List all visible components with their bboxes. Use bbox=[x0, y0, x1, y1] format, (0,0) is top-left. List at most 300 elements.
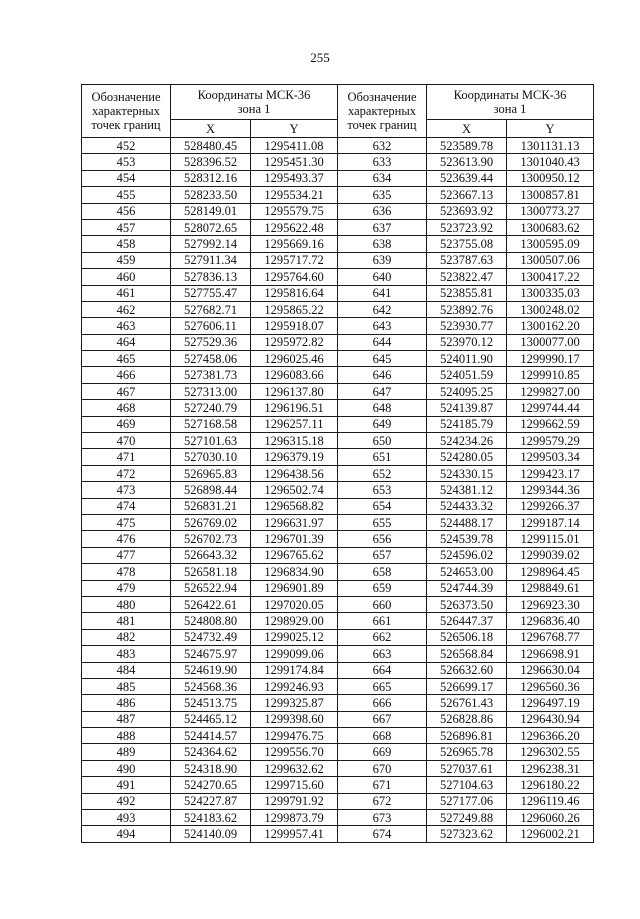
point-id-right: 639 bbox=[338, 252, 427, 268]
y-coordinate-left: 1299715.60 bbox=[251, 777, 338, 793]
x-coordinate-left: 526831.21 bbox=[171, 498, 251, 514]
x-coordinate-right: 524051.59 bbox=[427, 367, 507, 383]
x-coordinate-right: 523613.90 bbox=[427, 154, 507, 170]
table-row bbox=[82, 383, 594, 399]
x-coordinate-left: 527168.58 bbox=[171, 416, 251, 432]
y-coordinate-right: 1301040.43 bbox=[507, 154, 594, 170]
point-id-right: 643 bbox=[338, 318, 427, 334]
y-coordinate-right: 1299503.34 bbox=[507, 449, 594, 465]
x-coordinate-right: 524744.39 bbox=[427, 580, 507, 596]
x-coordinate-left: 526643.32 bbox=[171, 547, 251, 563]
point-id-left: 455 bbox=[82, 187, 171, 203]
y-coordinate-left: 1299246.93 bbox=[251, 678, 338, 694]
y-coordinate-right: 1299115.01 bbox=[507, 531, 594, 547]
point-id-left: 475 bbox=[82, 514, 171, 530]
point-id-left: 473 bbox=[82, 482, 171, 498]
x-coordinate-left: 527606.11 bbox=[171, 318, 251, 334]
table-row bbox=[82, 810, 594, 826]
y-coordinate-left: 1295493.37 bbox=[251, 170, 338, 186]
y-coordinate-right: 1300335.03 bbox=[507, 285, 594, 301]
point-id-right: 653 bbox=[338, 482, 427, 498]
y-header-left: Y bbox=[251, 120, 338, 138]
x-coordinate-right: 523822.47 bbox=[427, 269, 507, 285]
y-coordinate-right: 1301131.13 bbox=[507, 138, 594, 154]
table-row bbox=[82, 219, 594, 235]
y-coordinate-right: 1299423.17 bbox=[507, 465, 594, 481]
point-id-right: 662 bbox=[338, 629, 427, 645]
y-coordinate-left: 1295622.48 bbox=[251, 219, 338, 235]
point-id-left: 481 bbox=[82, 613, 171, 629]
table-row bbox=[82, 252, 594, 268]
x-coordinate-right: 526965.78 bbox=[427, 744, 507, 760]
y-coordinate-left: 1295579.75 bbox=[251, 203, 338, 219]
table-row bbox=[82, 187, 594, 203]
x-coordinate-left: 528072.65 bbox=[171, 219, 251, 235]
table-row bbox=[82, 777, 594, 793]
y-coordinate-left: 1299556.70 bbox=[251, 744, 338, 760]
y-coordinate-left: 1299957.41 bbox=[251, 826, 338, 842]
y-coordinate-left: 1296438.56 bbox=[251, 465, 338, 481]
y-coordinate-right: 1296923.30 bbox=[507, 596, 594, 612]
x-coordinate-left: 528149.01 bbox=[171, 203, 251, 219]
x-coordinate-left: 526522.94 bbox=[171, 580, 251, 596]
page-number: 255 bbox=[310, 50, 330, 65]
table-row bbox=[82, 351, 594, 367]
point-id-left: 478 bbox=[82, 564, 171, 580]
x-coordinate-right: 523723.92 bbox=[427, 219, 507, 235]
point-id-right: 671 bbox=[338, 777, 427, 793]
table-row bbox=[82, 826, 594, 842]
x-coordinate-left: 524465.12 bbox=[171, 711, 251, 727]
table-row bbox=[82, 728, 594, 744]
point-id-left: 461 bbox=[82, 285, 171, 301]
point-id-left: 486 bbox=[82, 695, 171, 711]
y-coordinate-left: 1296765.62 bbox=[251, 547, 338, 563]
x-coordinate-right: 526506.18 bbox=[427, 629, 507, 645]
table-row bbox=[82, 433, 594, 449]
point-id-left: 467 bbox=[82, 383, 171, 399]
x-coordinate-left: 527030.10 bbox=[171, 449, 251, 465]
point-id-right: 674 bbox=[338, 826, 427, 842]
point-id-left: 491 bbox=[82, 777, 171, 793]
table-row bbox=[82, 580, 594, 596]
point-id-left: 456 bbox=[82, 203, 171, 219]
y-coordinate-right: 1296119.46 bbox=[507, 793, 594, 809]
x-coordinate-left: 524619.90 bbox=[171, 662, 251, 678]
x-coordinate-right: 524653.00 bbox=[427, 564, 507, 580]
table-row bbox=[82, 367, 594, 383]
x-coordinate-left: 527101.63 bbox=[171, 433, 251, 449]
table-row bbox=[82, 170, 594, 186]
x-coordinate-right: 526568.84 bbox=[427, 646, 507, 662]
y-coordinate-right: 1296302.55 bbox=[507, 744, 594, 760]
y-coordinate-left: 1296701.39 bbox=[251, 531, 338, 547]
table-row bbox=[82, 695, 594, 711]
table-row bbox=[82, 711, 594, 727]
x-coordinate-right: 524011.90 bbox=[427, 351, 507, 367]
table-row bbox=[82, 416, 594, 432]
y-coordinate-right: 1300248.02 bbox=[507, 301, 594, 317]
point-id-left: 470 bbox=[82, 433, 171, 449]
x-coordinate-left: 524270.65 bbox=[171, 777, 251, 793]
point-id-right: 640 bbox=[338, 269, 427, 285]
point-id-right: 641 bbox=[338, 285, 427, 301]
table-header bbox=[82, 85, 594, 138]
x-coordinate-right: 526373.50 bbox=[427, 596, 507, 612]
table-row bbox=[82, 531, 594, 547]
y-header-right: Y bbox=[507, 120, 594, 138]
x-coordinate-right: 523970.12 bbox=[427, 334, 507, 350]
y-coordinate-right: 1296180.22 bbox=[507, 777, 594, 793]
x-coordinate-left: 524227.87 bbox=[171, 793, 251, 809]
point-id-left: 484 bbox=[82, 662, 171, 678]
x-coordinate-right: 523930.77 bbox=[427, 318, 507, 334]
point-id-left: 462 bbox=[82, 301, 171, 317]
x-coordinate-left: 526581.18 bbox=[171, 564, 251, 580]
y-coordinate-right: 1296430.94 bbox=[507, 711, 594, 727]
y-coordinate-left: 1296083.66 bbox=[251, 367, 338, 383]
point-id-right: 667 bbox=[338, 711, 427, 727]
y-coordinate-left: 1295717.72 bbox=[251, 252, 338, 268]
x-coordinate-left: 528312.16 bbox=[171, 170, 251, 186]
y-coordinate-right: 1296768.77 bbox=[507, 629, 594, 645]
point-id-left: 488 bbox=[82, 728, 171, 744]
x-coordinate-right: 523787.63 bbox=[427, 252, 507, 268]
x-coordinate-right: 524381.12 bbox=[427, 482, 507, 498]
point-id-right: 664 bbox=[338, 662, 427, 678]
y-coordinate-left: 1296137.80 bbox=[251, 383, 338, 399]
point-id-left: 465 bbox=[82, 351, 171, 367]
x-coordinate-left: 524364.62 bbox=[171, 744, 251, 760]
x-coordinate-right: 527249.88 bbox=[427, 810, 507, 826]
x-coordinate-left: 524183.62 bbox=[171, 810, 251, 826]
y-coordinate-left: 1295534.21 bbox=[251, 187, 338, 203]
y-coordinate-right: 1296698.91 bbox=[507, 646, 594, 662]
y-coordinate-right: 1296060.26 bbox=[507, 810, 594, 826]
x-coordinate-right: 523892.76 bbox=[427, 301, 507, 317]
table-row bbox=[82, 203, 594, 219]
y-coordinate-left: 1296257.11 bbox=[251, 416, 338, 432]
y-coordinate-left: 1295451.30 bbox=[251, 154, 338, 170]
point-id-left: 485 bbox=[82, 678, 171, 694]
y-coordinate-right: 1300417.22 bbox=[507, 269, 594, 285]
y-coordinate-left: 1298929.00 bbox=[251, 613, 338, 629]
x-coordinate-left: 527836.13 bbox=[171, 269, 251, 285]
point-id-right: 634 bbox=[338, 170, 427, 186]
point-id-left: 452 bbox=[82, 138, 171, 154]
x-coordinate-right: 527323.62 bbox=[427, 826, 507, 842]
point-id-right: 642 bbox=[338, 301, 427, 317]
x-coordinate-left: 526898.44 bbox=[171, 482, 251, 498]
point-id-right: 644 bbox=[338, 334, 427, 350]
table-row bbox=[82, 318, 594, 334]
y-coordinate-left: 1297020.05 bbox=[251, 596, 338, 612]
point-id-right: 646 bbox=[338, 367, 427, 383]
x-coordinate-right: 523667.13 bbox=[427, 187, 507, 203]
y-coordinate-right: 1300077.00 bbox=[507, 334, 594, 350]
point-id-left: 459 bbox=[82, 252, 171, 268]
table-row bbox=[82, 547, 594, 563]
y-coordinate-left: 1299099.06 bbox=[251, 646, 338, 662]
table-row bbox=[82, 596, 594, 612]
y-coordinate-right: 1296560.36 bbox=[507, 678, 594, 694]
point-id-left: 460 bbox=[82, 269, 171, 285]
y-coordinate-right: 1299039.02 bbox=[507, 547, 594, 563]
y-coordinate-right: 1299344.36 bbox=[507, 482, 594, 498]
table-row bbox=[82, 760, 594, 776]
point-id-right: 672 bbox=[338, 793, 427, 809]
point-id-right: 661 bbox=[338, 613, 427, 629]
x-coordinate-left: 524568.36 bbox=[171, 678, 251, 694]
point-id-right: 636 bbox=[338, 203, 427, 219]
x-coordinate-left: 524414.57 bbox=[171, 728, 251, 744]
y-coordinate-right: 1299266.37 bbox=[507, 498, 594, 514]
x-coordinate-left: 528396.52 bbox=[171, 154, 251, 170]
x-coordinate-left: 527682.71 bbox=[171, 301, 251, 317]
table-row bbox=[82, 629, 594, 645]
point-id-right: 655 bbox=[338, 514, 427, 530]
x-coordinate-left: 524675.97 bbox=[171, 646, 251, 662]
table-row bbox=[82, 482, 594, 498]
y-coordinate-right: 1299187.14 bbox=[507, 514, 594, 530]
y-coordinate-right: 1300773.27 bbox=[507, 203, 594, 219]
x-coordinate-right: 526632.60 bbox=[427, 662, 507, 678]
y-coordinate-right: 1299744.44 bbox=[507, 400, 594, 416]
point-id-right: 645 bbox=[338, 351, 427, 367]
y-coordinate-right: 1298849.61 bbox=[507, 580, 594, 596]
x-coordinate-left: 527529.36 bbox=[171, 334, 251, 350]
point-id-left: 494 bbox=[82, 826, 171, 842]
point-id-right: 673 bbox=[338, 810, 427, 826]
point-id-left: 492 bbox=[82, 793, 171, 809]
x-coordinate-left: 527240.79 bbox=[171, 400, 251, 416]
y-coordinate-left: 1295411.08 bbox=[251, 138, 338, 154]
x-coordinate-right: 524280.05 bbox=[427, 449, 507, 465]
point-id-right: 651 bbox=[338, 449, 427, 465]
y-coordinate-left: 1299025.12 bbox=[251, 629, 338, 645]
point-id-right: 648 bbox=[338, 400, 427, 416]
table-row bbox=[82, 269, 594, 285]
y-coordinate-left: 1296025.46 bbox=[251, 351, 338, 367]
y-coordinate-right: 1300162.20 bbox=[507, 318, 594, 334]
point-id-right: 656 bbox=[338, 531, 427, 547]
point-id-right: 657 bbox=[338, 547, 427, 563]
y-coordinate-left: 1295764.60 bbox=[251, 269, 338, 285]
y-coordinate-right: 1296497.19 bbox=[507, 695, 594, 711]
y-coordinate-left: 1299398.60 bbox=[251, 711, 338, 727]
point-id-right: 658 bbox=[338, 564, 427, 580]
point-id-left: 469 bbox=[82, 416, 171, 432]
y-coordinate-left: 1299791.92 bbox=[251, 793, 338, 809]
table-row bbox=[82, 498, 594, 514]
x-coordinate-right: 524234.26 bbox=[427, 433, 507, 449]
table-row bbox=[82, 301, 594, 317]
y-coordinate-right: 1300595.09 bbox=[507, 236, 594, 252]
y-coordinate-left: 1299174.84 bbox=[251, 662, 338, 678]
point-id-right: 654 bbox=[338, 498, 427, 514]
y-coordinate-right: 1296366.20 bbox=[507, 728, 594, 744]
y-coordinate-right: 1299827.00 bbox=[507, 383, 594, 399]
x-coordinate-left: 526965.83 bbox=[171, 465, 251, 481]
point-id-right: 637 bbox=[338, 219, 427, 235]
y-coordinate-left: 1296631.97 bbox=[251, 514, 338, 530]
point-id-right: 670 bbox=[338, 760, 427, 776]
y-coordinate-right: 1299910.85 bbox=[507, 367, 594, 383]
y-coordinate-left: 1296568.82 bbox=[251, 498, 338, 514]
point-id-left: 457 bbox=[82, 219, 171, 235]
y-coordinate-right: 1296836.40 bbox=[507, 613, 594, 629]
point-id-left: 477 bbox=[82, 547, 171, 563]
x-coordinate-right: 526447.37 bbox=[427, 613, 507, 629]
y-coordinate-left: 1296196.51 bbox=[251, 400, 338, 416]
table-row bbox=[82, 678, 594, 694]
point-id-left: 479 bbox=[82, 580, 171, 596]
x-coordinate-left: 524140.09 bbox=[171, 826, 251, 842]
x-coordinate-left: 527458.06 bbox=[171, 351, 251, 367]
y-coordinate-left: 1295816.64 bbox=[251, 285, 338, 301]
y-coordinate-right: 1296630.04 bbox=[507, 662, 594, 678]
y-coordinate-left: 1295669.16 bbox=[251, 236, 338, 252]
y-coordinate-right: 1300507.06 bbox=[507, 252, 594, 268]
table-row bbox=[82, 662, 594, 678]
point-id-left: 476 bbox=[82, 531, 171, 547]
x-coordinate-right: 523589.78 bbox=[427, 138, 507, 154]
x-coordinate-left: 528480.45 bbox=[171, 138, 251, 154]
x-header-right: X bbox=[427, 120, 507, 138]
table-row bbox=[82, 334, 594, 350]
y-coordinate-left: 1295972.82 bbox=[251, 334, 338, 350]
x-coordinate-left: 524513.75 bbox=[171, 695, 251, 711]
point-id-left: 474 bbox=[82, 498, 171, 514]
y-coordinate-right: 1298964.45 bbox=[507, 564, 594, 580]
x-coordinate-right: 524185.79 bbox=[427, 416, 507, 432]
x-coordinate-right: 523639.44 bbox=[427, 170, 507, 186]
y-coordinate-left: 1299476.75 bbox=[251, 728, 338, 744]
x-coordinate-right: 524539.78 bbox=[427, 531, 507, 547]
x-coordinate-right: 527177.06 bbox=[427, 793, 507, 809]
table-row bbox=[82, 400, 594, 416]
y-coordinate-left: 1295918.07 bbox=[251, 318, 338, 334]
point-label-header-right: Обозначение характерных точек границ bbox=[338, 85, 427, 138]
point-id-right: 665 bbox=[338, 678, 427, 694]
point-id-right: 635 bbox=[338, 187, 427, 203]
table-row bbox=[82, 285, 594, 301]
x-coordinate-right: 526699.17 bbox=[427, 678, 507, 694]
table-row bbox=[82, 646, 594, 662]
point-id-left: 480 bbox=[82, 596, 171, 612]
y-coordinate-left: 1299632.62 bbox=[251, 760, 338, 776]
coordinates-table bbox=[81, 84, 594, 843]
x-coordinate-left: 527992.14 bbox=[171, 236, 251, 252]
point-id-right: 660 bbox=[338, 596, 427, 612]
x-coordinate-right: 523693.92 bbox=[427, 203, 507, 219]
point-id-left: 483 bbox=[82, 646, 171, 662]
x-coordinate-right: 524488.17 bbox=[427, 514, 507, 530]
table-row bbox=[82, 465, 594, 481]
point-id-left: 468 bbox=[82, 400, 171, 416]
y-coordinate-left: 1299873.79 bbox=[251, 810, 338, 826]
coords-group-header-right: Координаты МСК-36 зона 1 bbox=[427, 85, 594, 120]
x-coordinate-right: 524095.25 bbox=[427, 383, 507, 399]
y-coordinate-right: 1300950.12 bbox=[507, 170, 594, 186]
y-coordinate-left: 1296502.74 bbox=[251, 482, 338, 498]
point-id-right: 638 bbox=[338, 236, 427, 252]
table-row bbox=[82, 154, 594, 170]
point-id-left: 471 bbox=[82, 449, 171, 465]
point-id-left: 453 bbox=[82, 154, 171, 170]
point-id-right: 633 bbox=[338, 154, 427, 170]
point-id-left: 490 bbox=[82, 760, 171, 776]
x-coordinate-left: 526702.73 bbox=[171, 531, 251, 547]
x-coordinate-right: 524596.02 bbox=[427, 547, 507, 563]
y-coordinate-left: 1295865.22 bbox=[251, 301, 338, 317]
table-row bbox=[82, 449, 594, 465]
point-id-right: 650 bbox=[338, 433, 427, 449]
table-row bbox=[82, 236, 594, 252]
y-coordinate-right: 1299579.29 bbox=[507, 433, 594, 449]
y-coordinate-left: 1296315.18 bbox=[251, 433, 338, 449]
point-id-left: 454 bbox=[82, 170, 171, 186]
x-coordinate-left: 524318.90 bbox=[171, 760, 251, 776]
y-coordinate-right: 1300683.62 bbox=[507, 219, 594, 235]
x-coordinate-left: 526769.02 bbox=[171, 514, 251, 530]
point-id-right: 659 bbox=[338, 580, 427, 596]
x-coordinate-right: 524139.87 bbox=[427, 400, 507, 416]
x-coordinate-right: 523755.08 bbox=[427, 236, 507, 252]
point-id-left: 464 bbox=[82, 334, 171, 350]
x-header-left: X bbox=[171, 120, 251, 138]
y-coordinate-right: 1299990.17 bbox=[507, 351, 594, 367]
point-id-right: 663 bbox=[338, 646, 427, 662]
table-row bbox=[82, 138, 594, 154]
x-coordinate-right: 526761.43 bbox=[427, 695, 507, 711]
x-coordinate-left: 527755.47 bbox=[171, 285, 251, 301]
x-coordinate-left: 524808.80 bbox=[171, 613, 251, 629]
x-coordinate-right: 527037.61 bbox=[427, 760, 507, 776]
x-coordinate-left: 527381.73 bbox=[171, 367, 251, 383]
x-coordinate-right: 527104.63 bbox=[427, 777, 507, 793]
point-id-right: 666 bbox=[338, 695, 427, 711]
x-coordinate-right: 526896.81 bbox=[427, 728, 507, 744]
point-id-left: 493 bbox=[82, 810, 171, 826]
table-body bbox=[82, 138, 594, 843]
point-id-left: 458 bbox=[82, 236, 171, 252]
table-row bbox=[82, 514, 594, 530]
point-id-left: 463 bbox=[82, 318, 171, 334]
point-id-right: 668 bbox=[338, 728, 427, 744]
point-id-left: 487 bbox=[82, 711, 171, 727]
x-coordinate-left: 527911.34 bbox=[171, 252, 251, 268]
table-row bbox=[82, 744, 594, 760]
y-coordinate-left: 1299325.87 bbox=[251, 695, 338, 711]
point-id-right: 669 bbox=[338, 744, 427, 760]
table-row bbox=[82, 613, 594, 629]
y-coordinate-left: 1296379.19 bbox=[251, 449, 338, 465]
point-label-header-left: Обозначение характерных точек границ bbox=[82, 85, 171, 138]
point-id-right: 632 bbox=[338, 138, 427, 154]
x-coordinate-right: 523855.81 bbox=[427, 285, 507, 301]
y-coordinate-right: 1296002.21 bbox=[507, 826, 594, 842]
point-id-left: 489 bbox=[82, 744, 171, 760]
x-coordinate-right: 526828.86 bbox=[427, 711, 507, 727]
point-id-left: 472 bbox=[82, 465, 171, 481]
point-id-left: 482 bbox=[82, 629, 171, 645]
y-coordinate-right: 1300857.81 bbox=[507, 187, 594, 203]
y-coordinate-right: 1296238.31 bbox=[507, 760, 594, 776]
x-coordinate-left: 527313.00 bbox=[171, 383, 251, 399]
x-coordinate-left: 524732.49 bbox=[171, 629, 251, 645]
point-id-right: 649 bbox=[338, 416, 427, 432]
